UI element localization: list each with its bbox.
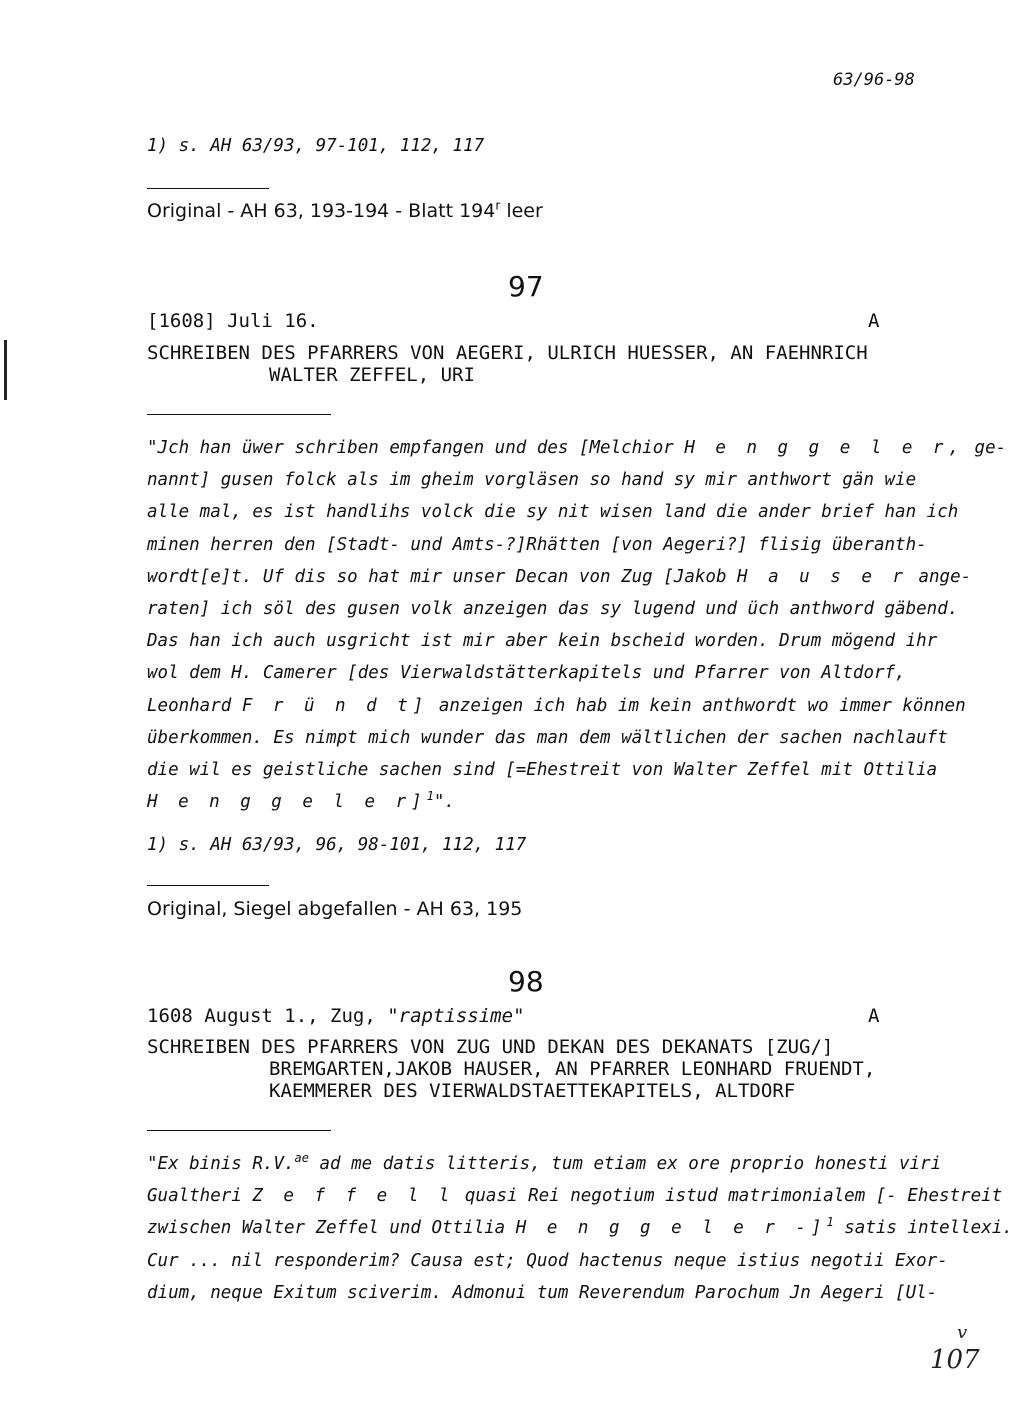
quote-line: Cur ... nil responderim? Causa est; Quod hactenus neque istius negotii Exor- [147,1250,948,1271]
divider [147,1130,331,1131]
original-after: leer [506,200,543,222]
divider [147,885,269,886]
quote-line: die wil es geistliche sachen sind [=Ehestreit von Walter Zeffel mit Ottilia [147,760,938,781]
quote-line: H e n g g e l e r]$^1$". [147,789,455,813]
doc97-quote [147,432,1007,818]
doc97-letter: A [868,310,880,332]
page-reference: 63/96-98 [833,70,915,90]
quote-line: wordt[e]t. Uf dis so hat mir unser Decan von Zug [Jakob H a u s e r ange- [147,566,972,587]
quote-line: alle mal, es ist handlihs volck die sy nit wisen land die ander brief han ich [147,502,959,523]
doc97-date: [1608] Juli 16. [147,310,319,332]
original-reference-top [147,200,543,222]
margin-binding-mark [4,340,7,400]
handwritten-check-mark: v [957,1322,968,1343]
doc98-date: 1608 August 1., Zug, "raptissime" [147,1005,525,1027]
doc97-title-line2: WALTER ZEFFEL, URI [269,364,475,386]
quote-line: Das han ich auch usgricht ist mir aber kein bscheid worden. Drum mögend ihr [147,631,938,652]
quote-line: raten] ich söl des gusen volk anzeigen das sy lugend und üch anthword gäbend. [147,599,959,620]
footnote-top: 1) s. AH 63/93, 97-101, 112, 117 [147,136,485,156]
quote-line: nannt] gusen folck als im gheim vorgläsen so hand sy mir anthwort gän wie [147,470,917,491]
quote-line: zwischen Walter Zeffel und Ottilia H e n g g e l e r -]$^1$ satis intellexi. [147,1215,1013,1239]
quote-line: "Jch han üwer schriben empfangen und des [Melchior H e n g g e l e r, ge- [147,438,1007,458]
quote-line: wol dem H. Camerer [des Vierwaldstätterkapitels und Pfarrer von Altdorf, [147,663,906,684]
document-number-98: 98 [508,965,544,998]
doc97-footnote: 1) s. AH 63/93, 96, 98-101, 112, 117 [147,835,527,855]
divider [147,414,331,415]
doc98-title-line2: BREMGARTEN,JAKOB HAUSER, AN PFARRER LEONHARD FRUENDT, [269,1058,876,1080]
quote-line: überkommen. Es nimpt mich wunder das man dem wältlichen der sachen nachlauft [147,727,948,748]
doc98-letter: A [868,1005,880,1027]
divider [147,188,269,189]
doc97-original: Original, Siegel abgefallen - AH 63, 195 [147,898,523,920]
quote-line: Gualtheri Z e f f e l l quasi Rei negotium istud matrimonialem [- Ehestreit [147,1186,1003,1207]
folio-sup: r [495,198,501,213]
quote-line: minen herren den [Stadt- und Amts-?]Rhätten [von Aegeri?] flisig überanth- [147,534,927,555]
quote-line: Leonhard F r ü n d t] anzeigen ich hab im kein anthwordt wo immer können [147,695,966,716]
quote-line: dium, neque Exitum sciverim. Admonui tum Reverendum Parochum Jn Aegeri [Ul- [147,1282,938,1303]
doc98-title-line1: SCHREIBEN DES PFARRERS VON ZUG UND DEKAN DES DEKANATS [ZUG/] [147,1036,834,1058]
doc97-title-line1: SCHREIBEN DES PFARRERS VON AEGERI, ULRICH HUESSER, AN FAEHNRICH [147,342,868,364]
doc98-quote [147,1148,1013,1309]
handwritten-page-number: 107 [930,1345,980,1375]
doc98-title-line3: KAEMMERER DES VIERWALDSTAETTEKAPITELS, ALTDORF [269,1080,796,1102]
quote-line: "Ex binis R.V.$^{ae}$ ad me datis litteris, tum etiam ex ore proprio honesti viri [147,1151,942,1174]
document-number-97: 97 [508,270,544,303]
original-text: Original - AH 63, 193-194 - Blatt 194 [147,200,496,222]
